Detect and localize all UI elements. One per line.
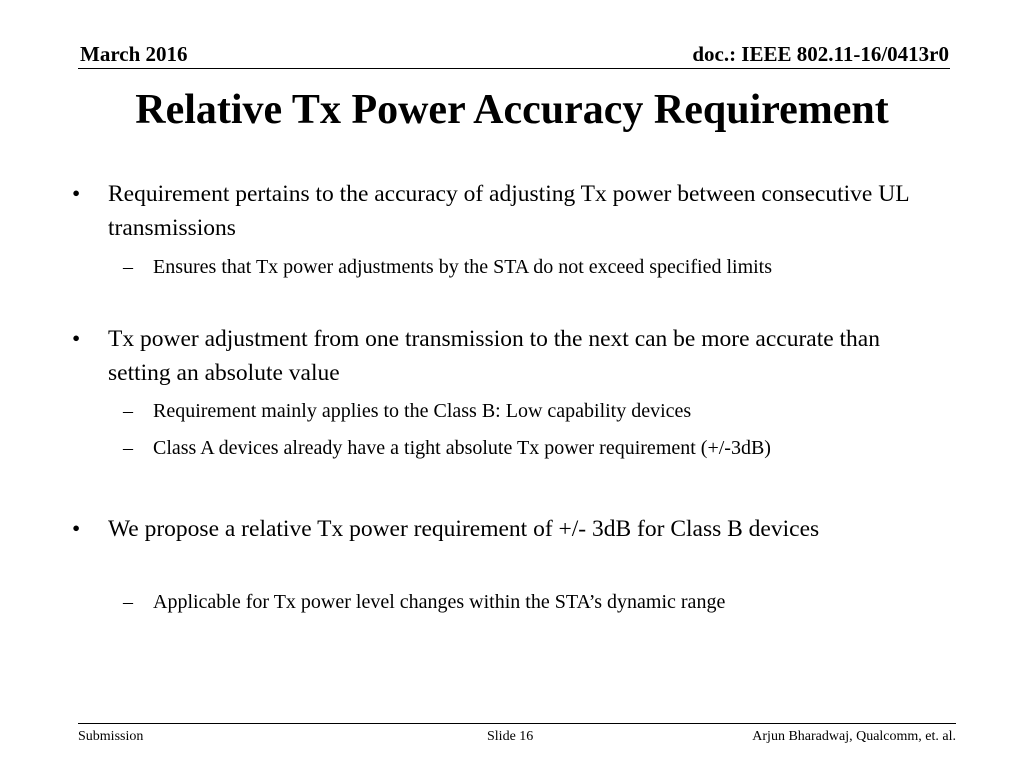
dash-marker: – [123, 591, 133, 613]
sub-bullet-item [123, 434, 963, 462]
bullet-item [72, 322, 928, 390]
sub-bullet-text: Applicable for Tx power level changes within the STA’s dynamic range [153, 591, 726, 613]
header-date: March 2016 [80, 42, 188, 66]
bullet-item [72, 177, 928, 245]
dash-marker: – [123, 400, 133, 422]
sub-bullet-text: Class A devices already have a tight absolute Tx power requirement (+/-3dB) [153, 437, 771, 459]
header-doc-number: doc.: IEEE 802.11-16/0413r0 [692, 42, 949, 66]
bullet-text: We propose a relative Tx power requirement of +/- 3dB for Class B devices [108, 516, 820, 542]
footer-author: Arjun Bharadwaj, Qualcomm, et. al. [752, 729, 956, 744]
bullet-marker: • [72, 516, 81, 542]
bullet-marker: • [72, 181, 81, 207]
footer-submission: Submission [78, 729, 144, 744]
bullet-text: Requirement pertains to the accuracy of adjusting Tx power between consecutive UL transmissions [108, 181, 909, 241]
sub-bullet-item [123, 397, 963, 425]
dash-marker: – [123, 437, 133, 459]
sub-bullet-text: Ensures that Tx power adjustments by the STA do not exceed specified limits [153, 256, 773, 278]
sub-bullet-item [123, 253, 963, 281]
slide-title: Relative Tx Power Accuracy Requirement [135, 87, 889, 133]
dash-marker: – [123, 256, 133, 278]
bullet-item [72, 512, 928, 546]
footer-divider [78, 723, 956, 724]
bullet-marker: • [72, 326, 81, 352]
sub-bullet-text: Requirement mainly applies to the Class B: Low capability devices [153, 400, 692, 422]
bullet-text: Tx power adjustment from one transmission to the next can be more accurate than setting an absolute value [108, 326, 880, 386]
sub-bullet-item [123, 588, 963, 616]
footer-slide-number: Slide 16 [487, 729, 534, 744]
